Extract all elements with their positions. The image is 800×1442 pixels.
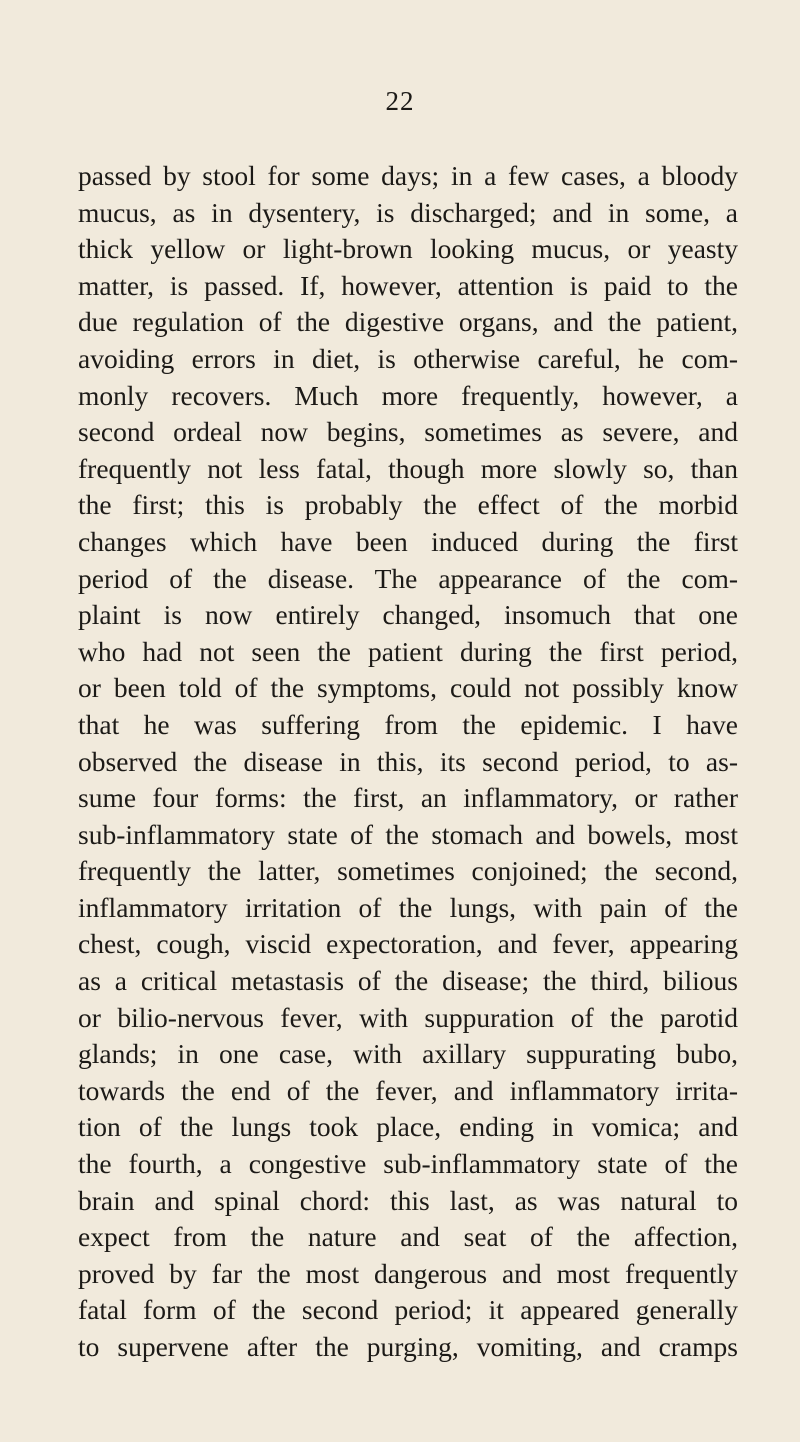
- text-line: period of the disease. The appearance of the com-: [78, 562, 738, 594]
- text-line: second ordeal now begins, sometimes as severe, and: [78, 416, 738, 448]
- text-line: towards the end of the fever, and inflammatory irrita-: [78, 1074, 738, 1106]
- text-line: the first; this is probably the effect of the morbid: [78, 489, 738, 521]
- text-line: the fourth, a congestive sub-inflammatory state of the: [78, 1148, 738, 1180]
- text-line: to supervene after the purging, vomiting, and cramps: [78, 1331, 738, 1362]
- text-line: glands; in one case, with axillary suppurating bubo,: [78, 1038, 738, 1070]
- text-line: frequently not less fatal, though more slowly so, than: [78, 452, 738, 484]
- text-line: or bilio-nervous fever, with suppuration of the parotid: [78, 1001, 738, 1033]
- text-line: brain and spinal chord: this last, as was natural to: [78, 1184, 738, 1216]
- text-line: monly recovers. Much more frequently, however, a: [78, 379, 738, 411]
- text-line: due regulation of the digestive organs, and the patient,: [78, 306, 738, 338]
- text-line: tion of the lungs took place, ending in vomica; and: [78, 1111, 738, 1143]
- text-line: proved by far the most dangerous and most frequently: [78, 1257, 738, 1289]
- text-line: inflammatory irritation of the lungs, with pain of the: [78, 891, 738, 923]
- text-line: avoiding errors in diet, is otherwise careful, he com-: [78, 342, 738, 374]
- text-line: fatal form of the second period; it appeared generally: [78, 1294, 738, 1326]
- text-line: that he was suffering from the epidemic. I have: [78, 708, 738, 740]
- text-line: sume four forms: the first, an inflammatory, or rather: [78, 782, 738, 814]
- text-line: changes which have been induced during the first: [78, 525, 738, 557]
- body-text: [78, 158, 738, 1366]
- text-line: or been told of the symptoms, could not possibly know: [78, 672, 738, 704]
- text-line: passed by stool for some days; in a few cases, a bloody: [78, 160, 738, 191]
- text-line: chest, cough, viscid expectoration, and fever, appearing: [78, 928, 738, 960]
- text-line: who had not seen the patient during the first period,: [78, 635, 738, 667]
- text-line: mucus, as in dysentery, is discharged; and in some, a: [78, 196, 738, 228]
- text-line: observed the disease in this, its second period, to as-: [78, 745, 738, 777]
- text-line: frequently the latter, sometimes conjoined; the second,: [78, 855, 738, 887]
- text-line: expect from the nature and seat of the affection,: [78, 1221, 738, 1253]
- text-line: sub-inflammatory state of the stomach and bowels, most: [78, 818, 738, 850]
- text-line: as a critical metastasis of the disease; the third, bilious: [78, 965, 738, 997]
- text-line: thick yellow or light-brown looking mucus, or yeasty: [78, 233, 738, 265]
- text-line: plaint is now entirely changed, insomuch that one: [78, 599, 738, 631]
- text-line: matter, is passed. If, however, attention is paid to the: [78, 269, 738, 301]
- page-number: 22: [385, 86, 415, 116]
